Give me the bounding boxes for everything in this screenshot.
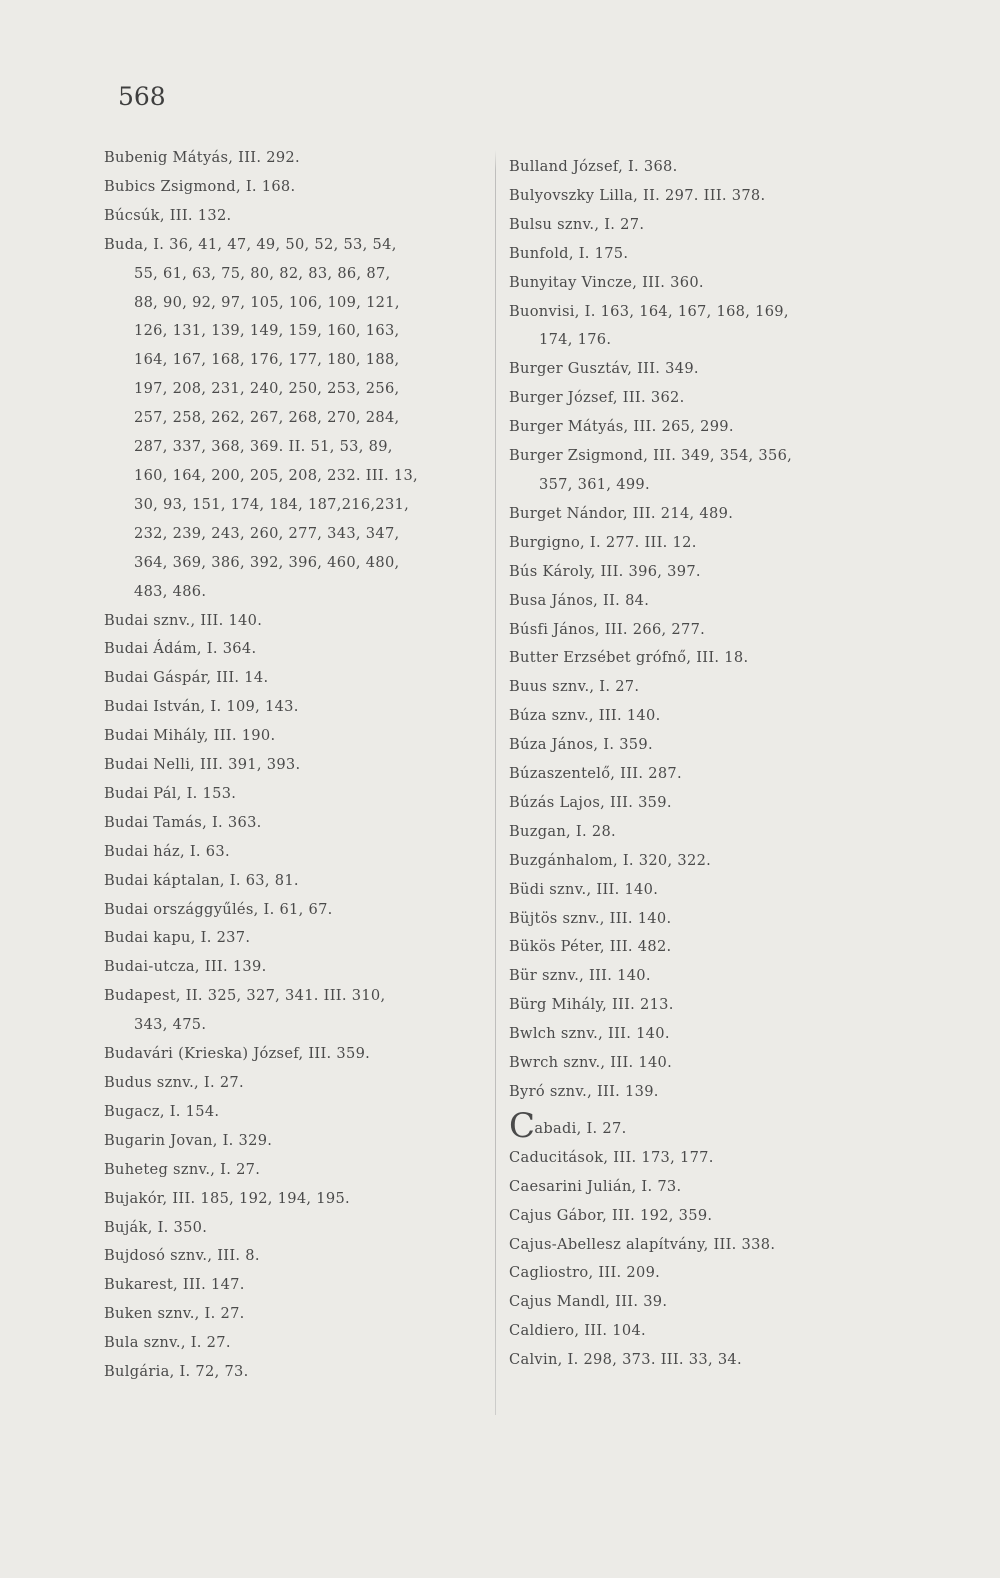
entry-line: Búza sznv., III. 140. [509, 707, 661, 725]
entry-line [509, 1105, 909, 1146]
entry-line: Budai ház, I. 63. [104, 842, 230, 860]
entry-line: Budai Gáspár, III. 14. [104, 669, 269, 687]
index-entry [104, 1329, 484, 1358]
entry-line: Bukarest, III. 147. [104, 1276, 245, 1294]
index-entry [104, 924, 484, 953]
index-entry [104, 780, 484, 809]
entry-line: Budai Nelli, III. 391, 393. [104, 756, 301, 774]
index-entry [509, 1202, 909, 1231]
index-entry [509, 673, 909, 702]
index-entry [509, 355, 909, 384]
section-initial-letter: C [509, 1105, 536, 1146]
entry-line: Bús Károly, III. 396, 397. [509, 562, 701, 580]
entry-line: Bugarin Jovan, I. 329. [104, 1131, 273, 1149]
entry-line: Caesarini Julián, I. 73. [509, 1177, 682, 1195]
page-number: 568 [118, 82, 166, 111]
index-entry [104, 867, 484, 896]
entry-line: Buzgan, I. 28. [509, 822, 616, 840]
entry-line: Bujdosó sznv., III. 8. [104, 1247, 260, 1265]
entry-line: Burger Mátyás, III. 265, 299. [509, 418, 734, 436]
entry-line: Byró sznv., III. 139. [509, 1083, 659, 1100]
entry-line: Buheteg sznv., I. 27. [104, 1160, 261, 1178]
index-entry [509, 269, 909, 298]
entry-line: Bulsu sznv., I. 27. [509, 215, 645, 233]
entry-line: Bula sznv., I. 27. [104, 1334, 231, 1352]
entry-continuation-line: 343, 475. [134, 1016, 207, 1034]
index-entry [509, 500, 909, 529]
index-entry [104, 953, 484, 982]
entry-line: Bükös Péter, III. 482. [509, 938, 672, 956]
entry-line: Calvin, I. 298, 373. III. 33, 34. [509, 1351, 742, 1369]
index-entry [509, 1231, 909, 1260]
entry-line: Burger József, III. 362. [509, 389, 685, 407]
index-entry [104, 202, 484, 231]
index-entry [104, 1271, 484, 1300]
index-entry [104, 1358, 484, 1387]
entry-line: Bubenig Mátyás, III. 292. [104, 149, 300, 166]
index-entry [509, 558, 909, 587]
index-entry [104, 1069, 484, 1098]
entry-continuation-line: 257, 258, 262, 267, 268, 270, 284, [134, 409, 400, 427]
column-divider [495, 150, 496, 1415]
index-entry [509, 182, 909, 211]
index-entry [104, 635, 484, 664]
entry-continuation-line: 55, 61, 63, 75, 80, 82, 83, 86, 87, [134, 264, 391, 282]
entry-line: Búcsúk, III. 132. [104, 206, 232, 224]
index-entry [509, 587, 909, 616]
index-entry [104, 664, 484, 693]
entry-continuation-line: 287, 337, 368, 369. II. 51, 53, 89, [134, 438, 393, 456]
index-entry [509, 529, 909, 558]
index-entry [509, 1288, 909, 1317]
entry-continuation-line: 197, 208, 231, 240, 250, 253, 256, [134, 380, 400, 398]
index-entry [509, 442, 909, 500]
entry-line: Bwrch sznv., III. 140. [509, 1054, 673, 1072]
entry-line: Bür sznv., III. 140. [509, 967, 651, 985]
entry-line: Budai Ádám, I. 364. [104, 640, 257, 658]
entry-line: Budai-utcza, III. 139. [104, 958, 267, 976]
right-column [509, 153, 909, 1375]
entry-line: Budai kapu, I. 237. [104, 929, 251, 947]
index-entry [509, 905, 909, 934]
entry-line: Buken sznv., I. 27. [104, 1305, 245, 1323]
entry-line: Budavári (Krieska) József, III. 359. [104, 1045, 371, 1063]
index-entry [509, 731, 909, 760]
entry-line: Bubics Zsigmond, I. 168. [104, 177, 296, 195]
entry-line: Buonvisi, I. 163, 164, 167, 168, 169, [509, 302, 789, 320]
index-entry [104, 1242, 484, 1271]
entry-line: Búza János, I. 359. [509, 736, 653, 754]
entry-line: Budai káptalan, I. 63, 81. [104, 871, 299, 889]
entry-line-rest: abadi, I. 27. [534, 1119, 627, 1137]
index-entry [509, 1346, 909, 1375]
index-entry [509, 644, 909, 673]
entry-continuation-line: 126, 131, 139, 149, 159, 160, 163, [134, 322, 400, 340]
entry-line: Caldiero, III. 104. [509, 1322, 646, 1340]
index-entry [509, 1020, 909, 1049]
index-entry [104, 809, 484, 838]
entry-line: Búzás Lajos, III. 359. [509, 793, 672, 811]
entry-line: Budus sznv., I. 27. [104, 1074, 244, 1091]
entry-continuation-line: 357, 361, 499. [539, 475, 650, 493]
entry-line: Buda, I. 36, 41, 47, 49, 50, 52, 53, 54, [104, 235, 397, 253]
entry-line: Budai Tamás, I. 363. [104, 813, 262, 831]
entry-continuation-line: 483, 486. [134, 582, 207, 600]
index-entry [104, 1300, 484, 1329]
index-entry [509, 240, 909, 269]
entry-line: Burger Zsigmond, III. 349, 354, 356, [509, 447, 793, 465]
entry-line: Burgigno, I. 277. III. 12. [509, 533, 697, 551]
entry-line: Bugacz, I. 154. [104, 1102, 220, 1120]
index-entry [509, 153, 909, 182]
index-entry [509, 702, 909, 731]
entry-line: Bulyovszky Lilla, II. 297. III. 378. [509, 186, 766, 204]
index-entry [104, 1214, 484, 1243]
entry-line: Büdi sznv., III. 140. [509, 880, 659, 898]
entry-line: Bunfold, I. 175. [509, 244, 629, 262]
index-entry [509, 298, 909, 356]
index-entry [509, 1049, 909, 1078]
entry-continuation-line: 364, 369, 386, 392, 396, 460, 480, [134, 553, 400, 571]
entry-line: Busa János, II. 84. [509, 591, 650, 609]
index-entry [104, 1185, 484, 1214]
entry-line: Büjtös sznv., III. 140. [509, 909, 672, 927]
entry-line: Bulland József, I. 368. [509, 158, 678, 175]
index-entry [104, 693, 484, 722]
index-entry [104, 1098, 484, 1127]
index-entry [509, 847, 909, 876]
index-entry [509, 789, 909, 818]
entry-line: Butter Erzsébet grófnő, III. 18. [509, 649, 749, 667]
entry-line: Bujakór, III. 185, 192, 194, 195. [104, 1189, 350, 1207]
index-entry [509, 1317, 909, 1346]
entry-continuation-line: 164, 167, 168, 176, 177, 180, 188, [134, 351, 400, 369]
entry-line: Cagliostro, III. 209. [509, 1264, 661, 1282]
index-entry [104, 144, 484, 173]
entry-line: Bürg Mihály, III. 213. [509, 996, 674, 1014]
entry-line: Bunyitay Vincze, III. 360. [509, 273, 704, 291]
entry-line: Burger Gusztáv, III. 349. [509, 360, 699, 378]
entry-line: Budapest, II. 325, 327, 341. III. 310, [104, 987, 386, 1005]
entry-line: Budai országgyűlés, I. 61, 67. [104, 900, 333, 918]
entry-line: Caducitások, III. 173, 177. [509, 1148, 714, 1166]
index-entry [509, 1173, 909, 1202]
index-entry [509, 876, 909, 905]
entry-line: Cajus-Abellesz alapítvány, III. 338. [509, 1235, 776, 1253]
entry-line: Cajus Mandl, III. 39. [509, 1293, 668, 1311]
index-entry [104, 896, 484, 925]
entry-line: Buják, I. 350. [104, 1218, 208, 1236]
index-entry [104, 751, 484, 780]
entry-line: Budai Pál, I. 153. [104, 784, 237, 802]
entry-line: Búzaszentelő, III. 287. [509, 765, 682, 783]
entry-continuation-line: 30, 93, 151, 174, 184, 187,216,231, [134, 495, 410, 513]
index-entry [509, 962, 909, 991]
index-entry [104, 722, 484, 751]
index-entry [104, 607, 484, 636]
index-entry [509, 211, 909, 240]
index-entry [509, 933, 909, 962]
entry-line: Bulgária, I. 72, 73. [104, 1363, 249, 1381]
index-entry [104, 1040, 484, 1069]
entry-line: Buzgánhalom, I. 320, 322. [509, 851, 712, 869]
index-entry [104, 1127, 484, 1156]
index-entry [104, 1156, 484, 1185]
entry-line: Burget Nándor, III. 214, 489. [509, 504, 734, 522]
index-entry [509, 616, 909, 645]
index-entry [509, 1144, 909, 1173]
index-entry [509, 760, 909, 789]
index-entry [104, 173, 484, 202]
entry-line: Budai Mihály, III. 190. [104, 727, 276, 745]
entry-line: Cajus Gábor, III. 192, 359. [509, 1206, 713, 1224]
index-entry [509, 1105, 909, 1146]
index-entry [509, 1259, 909, 1288]
entry-continuation-line: 160, 164, 200, 205, 208, 232. III. 13, [134, 466, 418, 484]
entry-line: Buus sznv., I. 27. [509, 678, 640, 696]
index-entry [104, 231, 484, 607]
entry-continuation-line: 88, 90, 92, 97, 105, 106, 109, 121, [134, 293, 400, 311]
entry-line: Búsfi János, III. 266, 277. [509, 620, 706, 638]
entry-continuation-line: 174, 176. [539, 331, 612, 349]
index-entry [509, 384, 909, 413]
entry-line: Bwlch sznv., III. 140. [509, 1025, 670, 1043]
left-column [104, 144, 484, 1387]
index-entry [509, 413, 909, 442]
entry-line: Budai István, I. 109, 143. [104, 698, 299, 716]
entry-line: Budai sznv., III. 140. [104, 611, 263, 629]
index-entry [104, 982, 484, 1040]
index-entry [509, 1078, 909, 1107]
index-entry [509, 991, 909, 1020]
entry-continuation-line: 232, 239, 243, 260, 277, 343, 347, [134, 524, 400, 542]
index-entry [509, 818, 909, 847]
section-gap [509, 1107, 909, 1115]
index-entry [104, 838, 484, 867]
